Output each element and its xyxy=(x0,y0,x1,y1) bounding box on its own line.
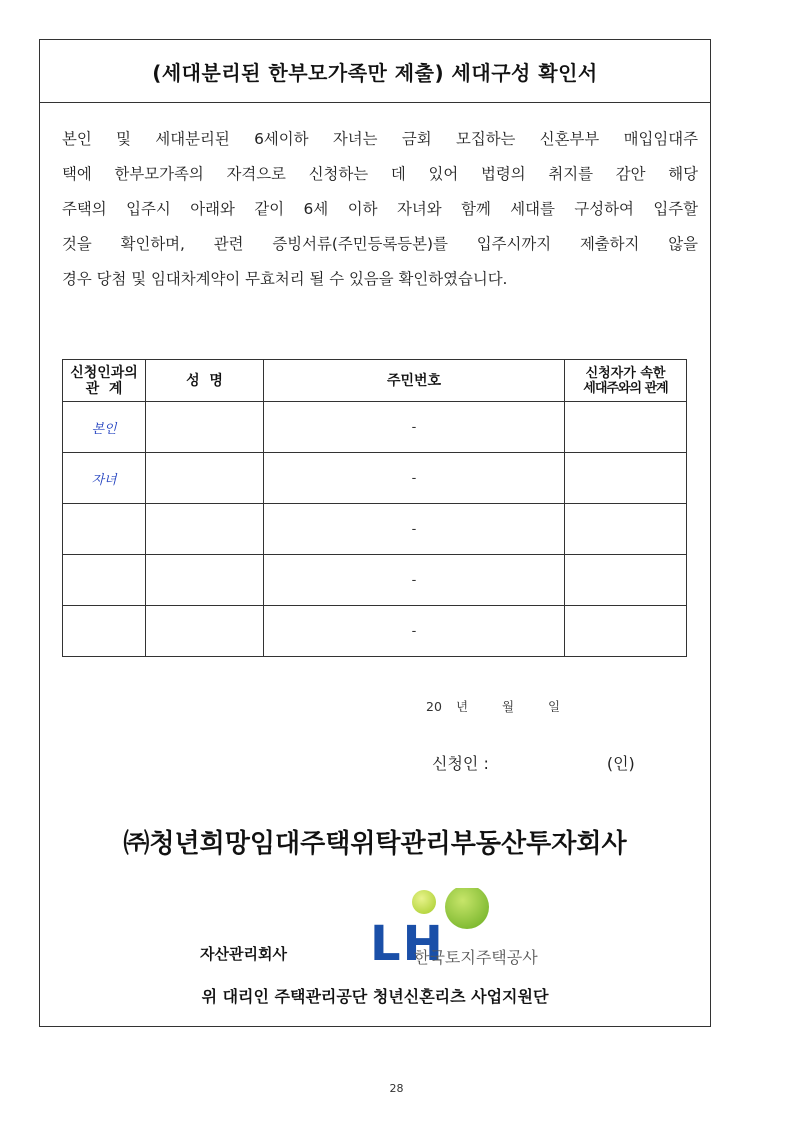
date-year-prefix: 20 xyxy=(426,699,442,714)
header-name xyxy=(146,360,264,402)
seal-label: (인) xyxy=(606,754,635,773)
relation-cell[interactable]: 본인 xyxy=(63,402,146,453)
header-relation-line1: 신청인과의 xyxy=(70,364,138,381)
paragraph-line: 것을 확인하며, 관련 증빙서류(주민등록등본)를 입주시까지 제출하지 않을 xyxy=(62,235,698,253)
date-year-label: 년 xyxy=(456,699,469,714)
paragraph-line: 주택의 입주시 아래와 같이 6세 이하 자녀와 함께 세대를 구성하여 입주할 xyxy=(62,200,698,218)
relation-cell[interactable] xyxy=(63,606,146,657)
table-header-row xyxy=(63,360,687,402)
applicant-line xyxy=(432,751,635,774)
household-relation-cell[interactable] xyxy=(565,606,687,657)
paragraph-line: 경우 당첨 및 임대차계약이 무효처리 될 수 있음을 확인하였습니다. xyxy=(62,270,508,288)
relation-cell[interactable]: 자녀 xyxy=(63,453,146,504)
logo-lh-letters: LH xyxy=(370,916,445,968)
resident-no-cell[interactable]: - xyxy=(264,606,565,657)
date-month-label: 월 xyxy=(502,699,515,714)
relation-cell[interactable] xyxy=(63,555,146,606)
header-relation xyxy=(63,360,146,402)
date-line xyxy=(426,697,560,715)
paragraph-line: 본인 및 세대분리된 6세이하 자녀는 금회 모집하는 신혼부부 매입임대주 xyxy=(62,130,698,148)
confirmation-paragraph xyxy=(62,122,698,297)
header-resident-no-label: 주민번호 xyxy=(386,372,442,389)
name-cell[interactable] xyxy=(146,453,264,504)
resident-no-cell[interactable]: - xyxy=(264,555,565,606)
header-name-label: 성 명 xyxy=(186,372,223,389)
asset-manager-block xyxy=(200,888,560,968)
household-relation-cell[interactable] xyxy=(565,402,687,453)
resident-no-cell[interactable]: - xyxy=(264,402,565,453)
page-number: 28 xyxy=(389,1082,404,1095)
title-bar xyxy=(40,40,710,103)
agent-line: 위 대리인 주택관리공단 청년신혼리츠 사업지원단 xyxy=(201,987,549,1006)
asset-manager-label: 자산관리회사 xyxy=(200,945,287,963)
name-cell[interactable] xyxy=(146,606,264,657)
logo-large-ball xyxy=(445,888,489,929)
date-day-label: 일 xyxy=(548,699,561,714)
paragraph-line: 택에 한부모가족의 자격으로 신청하는 데 있어 법령의 취지를 감안 해당 xyxy=(62,165,698,183)
household-relation-cell[interactable] xyxy=(565,453,687,504)
header-relation-line2: 관 계 xyxy=(85,380,123,397)
name-cell[interactable] xyxy=(146,402,264,453)
resident-no-cell[interactable]: - xyxy=(264,504,565,555)
table-row xyxy=(63,606,687,657)
header-household-relation xyxy=(565,360,687,402)
table-row xyxy=(63,402,687,453)
header-resident-no xyxy=(264,360,565,402)
header-household-line1: 신청자가 속한 xyxy=(585,365,666,381)
table-row xyxy=(63,555,687,606)
name-cell[interactable] xyxy=(146,504,264,555)
resident-no-cell[interactable]: - xyxy=(264,453,565,504)
name-cell[interactable] xyxy=(146,555,264,606)
household-table xyxy=(62,359,687,657)
form-title: (세대분리된 한부모가족만 제출) 세대구성 확인서 xyxy=(152,60,598,85)
company-name: ㈜청년희망임대주택위탁관리부동산투자회사 xyxy=(123,829,627,859)
household-relation-cell[interactable] xyxy=(565,504,687,555)
form-frame xyxy=(39,39,711,1027)
table-row xyxy=(63,504,687,555)
household-relation-cell[interactable] xyxy=(565,555,687,606)
logo-small-ball xyxy=(412,890,436,914)
table-row xyxy=(63,453,687,504)
lh-org-name: 한국토지주택공사 xyxy=(414,948,538,967)
relation-cell[interactable] xyxy=(63,504,146,555)
header-household-line2: 세대주와의 관계 xyxy=(583,380,668,396)
applicant-label: 신청인 : xyxy=(432,754,489,773)
